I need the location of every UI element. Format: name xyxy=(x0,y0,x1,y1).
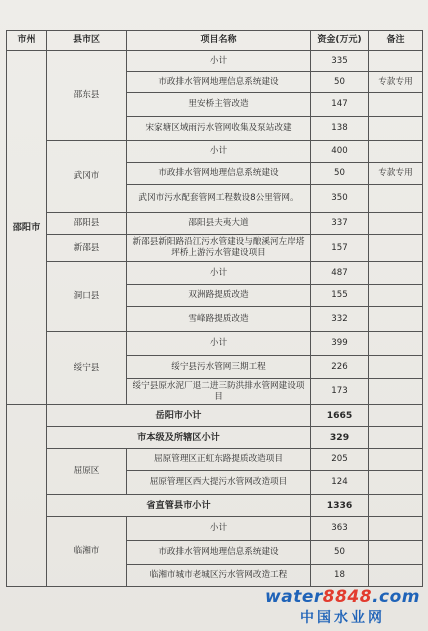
project-cell: 里安桥主管改造 xyxy=(127,93,311,117)
note-cell: 专款专用 xyxy=(369,72,423,93)
funds-cell: 124 xyxy=(311,471,369,495)
watermark-suffix: .com xyxy=(372,587,420,607)
table-row xyxy=(7,405,423,427)
watermark-brand-b: 8848 xyxy=(322,587,373,607)
table-row xyxy=(7,495,423,517)
project-cell: 雪峰路提质改造 xyxy=(127,307,311,332)
note-cell xyxy=(369,141,423,163)
funds-cell: 155 xyxy=(311,285,369,307)
funds-cell: 363 xyxy=(311,517,369,541)
note-cell xyxy=(369,93,423,117)
header-county: 县市区 xyxy=(47,31,127,51)
funds-cell: 50 xyxy=(311,163,369,185)
project-cell: 绥宁县原水泥厂退二进三防洪排水管网建设项目 xyxy=(127,379,311,405)
note-cell xyxy=(369,565,423,587)
project-cell: 市政排水管网地理信息系统建设 xyxy=(127,541,311,565)
table-row xyxy=(7,517,423,541)
project-cell: 市政排水管网地理信息系统建设 xyxy=(127,163,311,185)
city-yueyang xyxy=(7,405,47,587)
funds-cell: 332 xyxy=(311,307,369,332)
table-row xyxy=(7,213,423,235)
project-cell: 绥宁县污水管网三期工程 xyxy=(127,356,311,379)
header-funds: 资金(万元) xyxy=(311,31,369,51)
county-cell: 邵阳县 xyxy=(47,213,127,235)
subtotal-label: 省直管县市小计 xyxy=(47,495,311,517)
note-cell xyxy=(369,213,423,235)
note-cell xyxy=(369,51,423,72)
table-row xyxy=(7,332,423,356)
header-note: 备注 xyxy=(369,31,423,51)
project-cell: 武冈市污水配套管网工程数设8公里管网。 xyxy=(127,185,311,213)
note-cell xyxy=(369,405,423,427)
project-cell: 市政排水管网地理信息系统建设 xyxy=(127,72,311,93)
project-cell: 小计 xyxy=(127,517,311,541)
note-cell xyxy=(369,541,423,565)
county-cell: 绥宁县 xyxy=(47,332,127,405)
note-cell xyxy=(369,285,423,307)
project-cell: 小计 xyxy=(127,51,311,72)
funds-cell: 226 xyxy=(311,356,369,379)
project-cell: 屈原管理区正虹东路提质改造项目 xyxy=(127,449,311,471)
watermark-brand-a: water xyxy=(265,587,323,607)
funds-cell: 50 xyxy=(311,72,369,93)
funds-cell: 400 xyxy=(311,141,369,163)
funds-cell: 329 xyxy=(311,427,369,449)
funds-cell: 337 xyxy=(311,213,369,235)
project-cell: 宋家塘区域雨污水管网收集及泵站改建 xyxy=(127,117,311,141)
funds-cell: 50 xyxy=(311,541,369,565)
note-cell xyxy=(369,307,423,332)
project-cell: 小计 xyxy=(127,332,311,356)
table-row xyxy=(7,235,423,262)
subtotal-label: 岳阳市小计 xyxy=(47,405,311,427)
funds-cell: 1665 xyxy=(311,405,369,427)
county-cell: 屈原区 xyxy=(47,449,127,495)
note-cell xyxy=(369,427,423,449)
note-cell xyxy=(369,517,423,541)
funds-cell: 18 xyxy=(311,565,369,587)
county-cell: 临湘市 xyxy=(47,517,127,587)
funds-cell: 147 xyxy=(311,93,369,117)
funds-cell: 205 xyxy=(311,449,369,471)
funds-cell: 487 xyxy=(311,262,369,285)
table-row xyxy=(7,51,423,72)
note-cell xyxy=(369,356,423,379)
funding-table xyxy=(6,30,423,587)
project-cell: 小计 xyxy=(127,262,311,285)
table-row xyxy=(7,262,423,285)
note-cell: 专款专用 xyxy=(369,163,423,185)
watermark-logo xyxy=(265,587,420,627)
watermark-cn: 中国水业网 xyxy=(300,610,385,626)
header-city: 市州 xyxy=(7,31,47,51)
note-cell xyxy=(369,449,423,471)
note-cell xyxy=(369,117,423,141)
note-cell xyxy=(369,235,423,262)
funds-cell: 1336 xyxy=(311,495,369,517)
project-cell: 邵阳县夫夷大道 xyxy=(127,213,311,235)
county-cell: 洞口县 xyxy=(47,262,127,332)
project-cell: 临湘市城市老城区污水管网改造工程 xyxy=(127,565,311,587)
project-cell: 屈原管理区西大提污水管网改造项目 xyxy=(127,471,311,495)
funds-cell: 335 xyxy=(311,51,369,72)
table-row xyxy=(7,141,423,163)
county-cell: 新邵县 xyxy=(47,235,127,262)
project-cell: 新邵县新阳路沿江污水管建设与酿溪河左岸塔坪桥上游污水管建设项目 xyxy=(127,235,311,262)
county-cell: 邵东县 xyxy=(47,51,127,141)
table-row xyxy=(7,427,423,449)
county-cell: 武冈市 xyxy=(47,141,127,213)
project-cell: 双洲路提质改造 xyxy=(127,285,311,307)
header-project: 项目名称 xyxy=(127,31,311,51)
funds-cell: 157 xyxy=(311,235,369,262)
note-cell xyxy=(369,471,423,495)
subtotal-label: 市本级及所辖区小计 xyxy=(47,427,311,449)
funds-cell: 399 xyxy=(311,332,369,356)
note-cell xyxy=(369,495,423,517)
city-shaoyang: 邵阳市 xyxy=(7,51,47,405)
note-cell xyxy=(369,332,423,356)
funds-cell: 138 xyxy=(311,117,369,141)
note-cell xyxy=(369,185,423,213)
note-cell xyxy=(369,379,423,405)
funds-cell: 350 xyxy=(311,185,369,213)
note-cell xyxy=(369,262,423,285)
table-row xyxy=(7,449,423,471)
funds-cell: 173 xyxy=(311,379,369,405)
project-cell: 小计 xyxy=(127,141,311,163)
table-header-row xyxy=(7,31,423,51)
